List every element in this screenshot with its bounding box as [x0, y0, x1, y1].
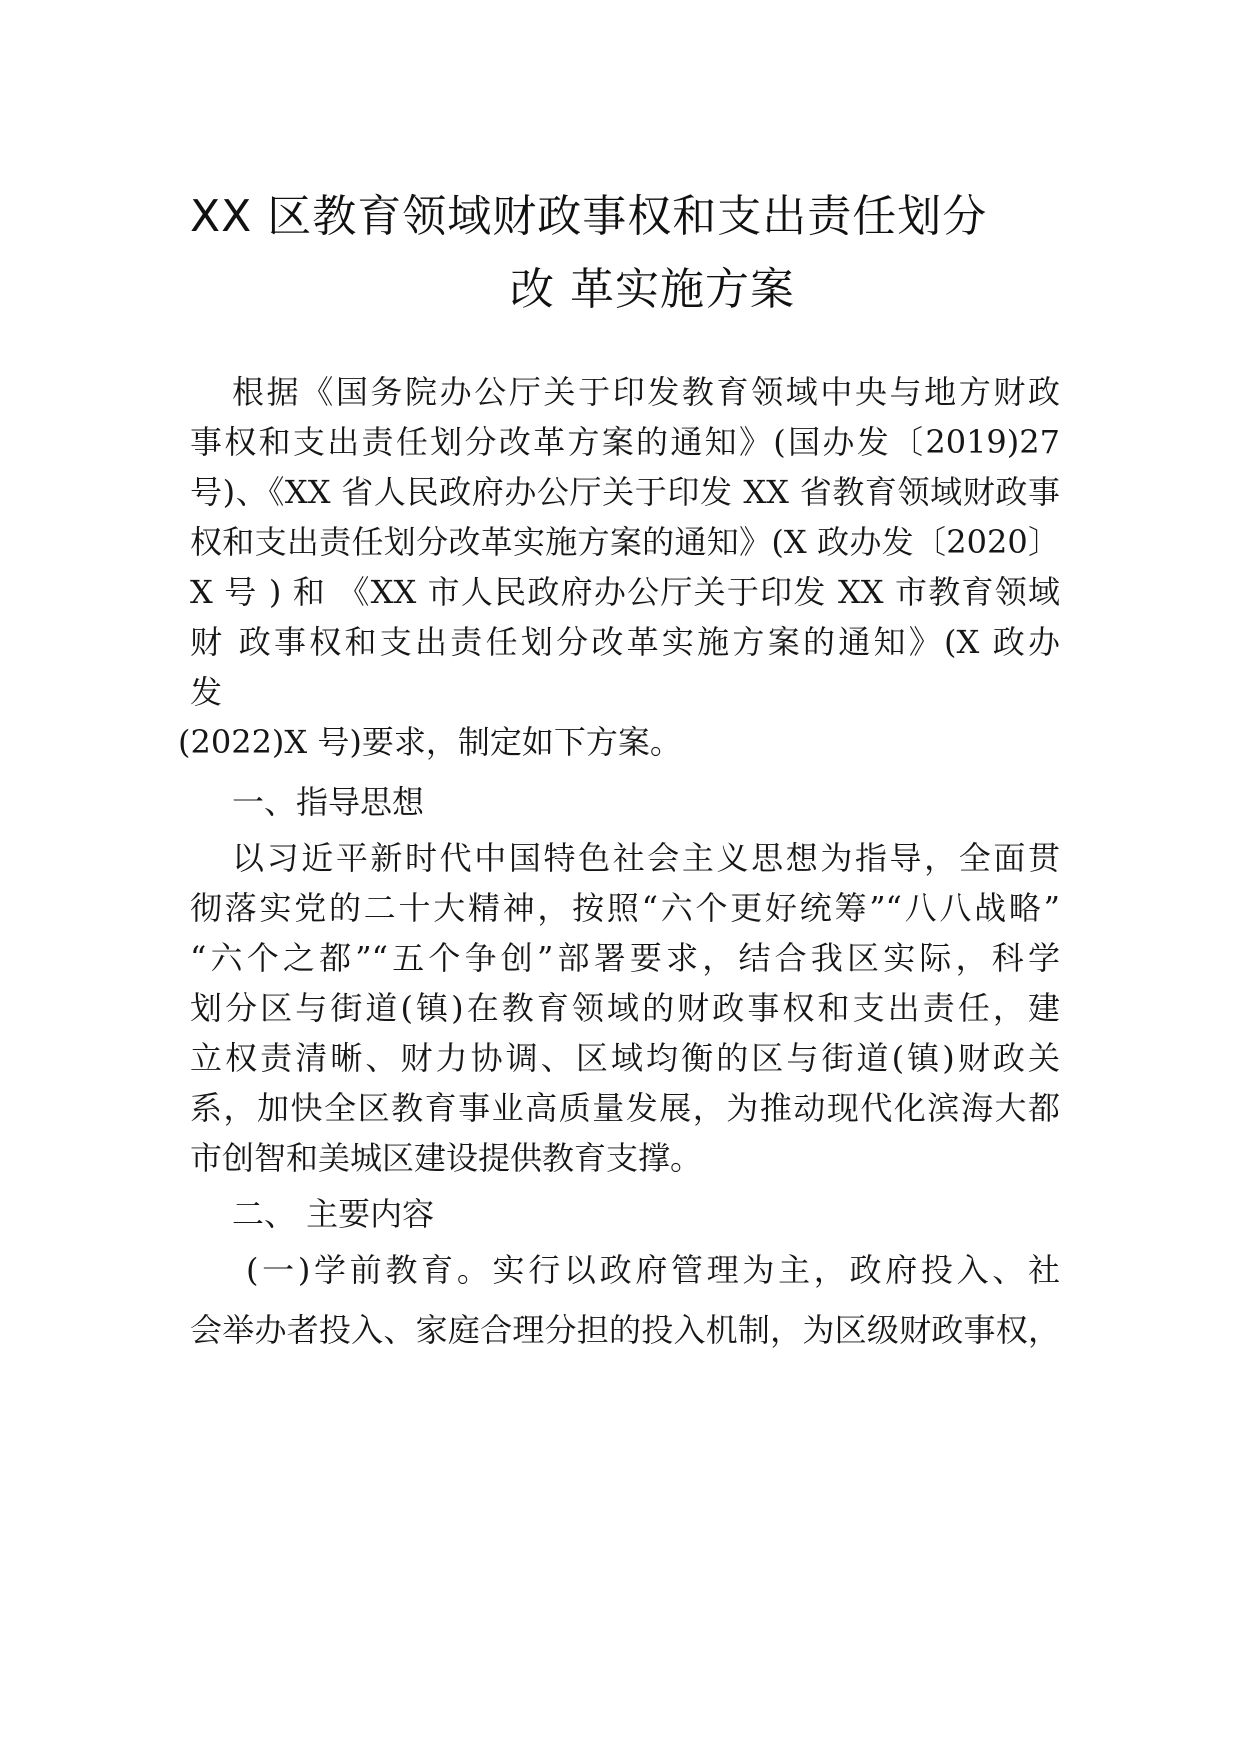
- paragraph-line: (一)学前教育。实行以政府管理为主，政府投入、社: [246, 1251, 1060, 1289]
- paragraph-line: 系，加快全区教育事业高质量发展，为推动现代化滨海大都: [190, 1089, 1060, 1127]
- document-title-line-1: XX 区教育领域财政事权和支出责任划分: [190, 191, 988, 242]
- paragraph-line: 根据《国务院办公厅关于印发教育领域中央与地方财政: [232, 373, 1060, 411]
- section-heading-1: 一、指导思想: [232, 783, 425, 821]
- paragraph-line: 事权和支出责任划分改革方案的通知》(国办发〔2019)27: [190, 423, 1060, 461]
- paragraph-line: 立权责清晰、财力协调、区域均衡的区与街道(镇)财政关: [190, 1039, 1060, 1077]
- paragraph-line: 市创智和美城区建设提供教育支撑。: [190, 1139, 703, 1177]
- section-heading-2: 二、 主要内容: [232, 1195, 435, 1233]
- paragraph-line: 以习近平新时代中国特色社会主义思想为指导，全面贯: [232, 839, 1060, 877]
- paragraph-line: “六个之都”“五个争创”部署要求，结合我区实际，科学: [190, 939, 1060, 977]
- document-title-line-2: 改 革实施方案: [510, 264, 795, 315]
- paragraph-line: 彻落实党的二十大精神，按照“六个更好统筹”“八八战略”: [190, 889, 1060, 927]
- paragraph-line: 会举办者投入、家庭合理分担的投入机制，为区级财政事权，: [190, 1311, 1060, 1349]
- paragraph-line: 发: [190, 673, 223, 711]
- paragraph-line: X 号 ) 和 《XX 市人民政府办公厅关于印发 XX 市教育领域: [190, 573, 1060, 611]
- paragraph-line: (2022)X 号)要求，制定如下方案。: [178, 723, 682, 761]
- paragraph-line: 权和支出责任划分改革实施方案的通知》(X 政办发〔2020〕: [190, 523, 1060, 561]
- paragraph-line: 财 政事权和支出责任划分改革实施方案的通知》(X 政办: [190, 623, 1060, 661]
- paragraph-line: 划分区与街道(镇)在教育领域的财政事权和支出责任，建: [190, 989, 1060, 1027]
- paragraph-line: 号)、《XX 省人民政府办公厅关于印发 XX 省教育领域财政事: [190, 473, 1060, 511]
